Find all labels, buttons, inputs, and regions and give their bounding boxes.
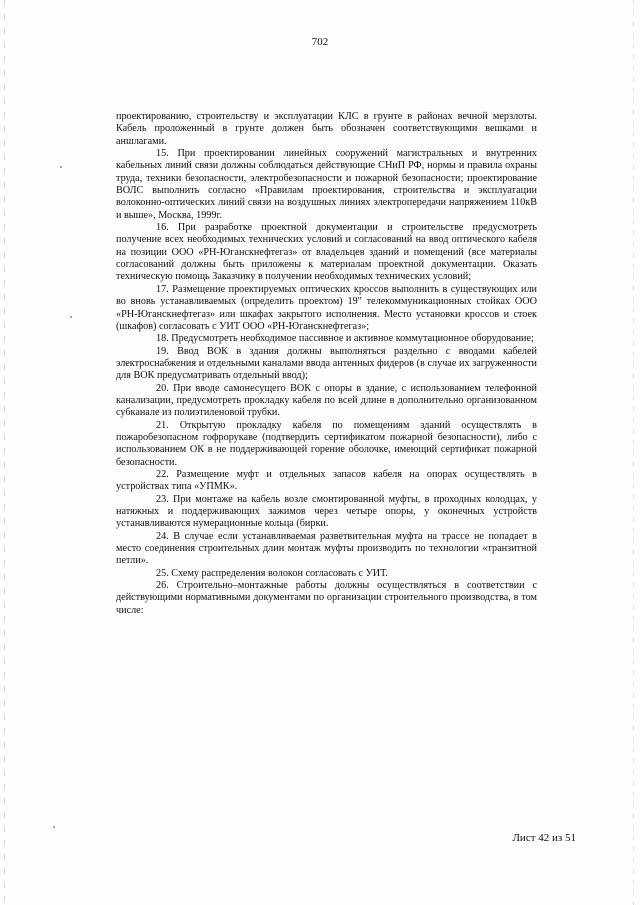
paragraph-item-25: 25. Схему распределения волокон согласовать с УИТ. — [156, 567, 388, 579]
scan-edge-left — [4, 0, 5, 905]
scan-speck — [70, 316, 72, 318]
scan-edge-right — [633, 0, 634, 905]
paragraph-item-18: 18. Предусмотреть необходимое пассивное и активное коммутационное оборудование; — [156, 333, 534, 345]
paragraph-continuation: проектированию, строительству и эксплуатации КЛС в грунте в районах вечной мерзлоты. Кабель проложенный в грунте должен быть обозначен соответствующими вешками и аншлагами. — [116, 111, 537, 147]
paragraph-item-23: 23. При монтаже на кабель возле смонтированной муфты, в проходных колодцах, у натяжных и поддерживающих зажимов через четыре опоры, у оконечных устройств устанавливаются нумерационные кольца (бирки. — [116, 493, 537, 530]
scan-speck — [60, 166, 62, 168]
page-number: 702 — [311, 36, 329, 48]
paragraph-item-16: 16. При разработке проектной документации и строительстве предусмотреть получение всех необходимых технических условий и согласований на ввод оптического кабеля на позиции ООО «РН-Юганскнефтегаз» от владельцев зданий и помещений (все материалы согласований должны быть приложены к материалам проектной документации. Оказать техническую помощь Заказчику в получении необходимых технических условий; — [116, 222, 537, 283]
paragraph-item-20: 20. При вводе самонесущего ВОК с опоры в здание, с использованием телефонной канализации, предусмотреть прокладку кабеля по всей длине в дополнительно организованном субканале из полиэтиленовой трубки. — [116, 382, 537, 419]
paragraph-item-22: 22. Размещение муфт и отдельных запасов кабеля на опорах осуществлять в устройствах типа «УПМК». — [116, 468, 537, 493]
paragraph-item-19: 19. Ввод ВОК в здания должны выполняться раздельно с вводами кабелей электроснабжения и отдельными каналами ввода антенных фидеров (в случае их загруженности для ВОК предусматривать отдельный ввод); — [116, 345, 537, 382]
document-body — [116, 111, 537, 617]
sheet-counter: Лист 42 из 51 — [512, 832, 576, 844]
scan-speck — [53, 826, 55, 828]
paragraph-item-15: 15. При проектировании линейных сооружений магистральных и внутренних кабельных линий связи должны соблюдаться действующие СНиП РФ, нормы и правила охраны труда, техники безопасности, электробезопасности и пожарной безопасности; проектирование ВОЛС выполнить согласно «Правилам проектирования, строительства и эксплуатации волоконно-оптических линий связи на воздушных линиях электропередачи напряжением 110кВ и выше», Москва, 1999г. — [116, 148, 537, 221]
paragraph-item-26: 26. Строительно–монтажные работы должны осуществляться в соответствии с действующими нормативными документами по организации строительного производства, в том числе: — [116, 580, 537, 616]
paragraph-item-24: 24. В случае если устанавливаемая разветвительная муфта на трассе не попадает в место соединения строительных длин монтаж муфты производить по технологии «транзитной петли». — [116, 530, 537, 567]
paragraph-item-17: 17. Размещение проектируемых оптических кроссов выполнить в существующих или во вновь устанавливаемых (определить проектом) 19" телекоммуникационных стойках ООО «РН-Юганскнефтегаз» или шкафах закрытого исполнения. Место установки кроссов и стоек (шкафов) согласовать с УИТ ООО «РН-Юганскнефтегаз»; — [116, 283, 537, 332]
paragraph-item-21: 21. Открытую прокладку кабеля по помещениям зданий осуществлять в пожаробезопасном гофрорукаве (подтвердить сертификатом пожарной безопасности), либо с использованием ОК в не поддерживающей горение оболочке, имеющий сертификат пожарной безопасности. — [116, 419, 537, 468]
